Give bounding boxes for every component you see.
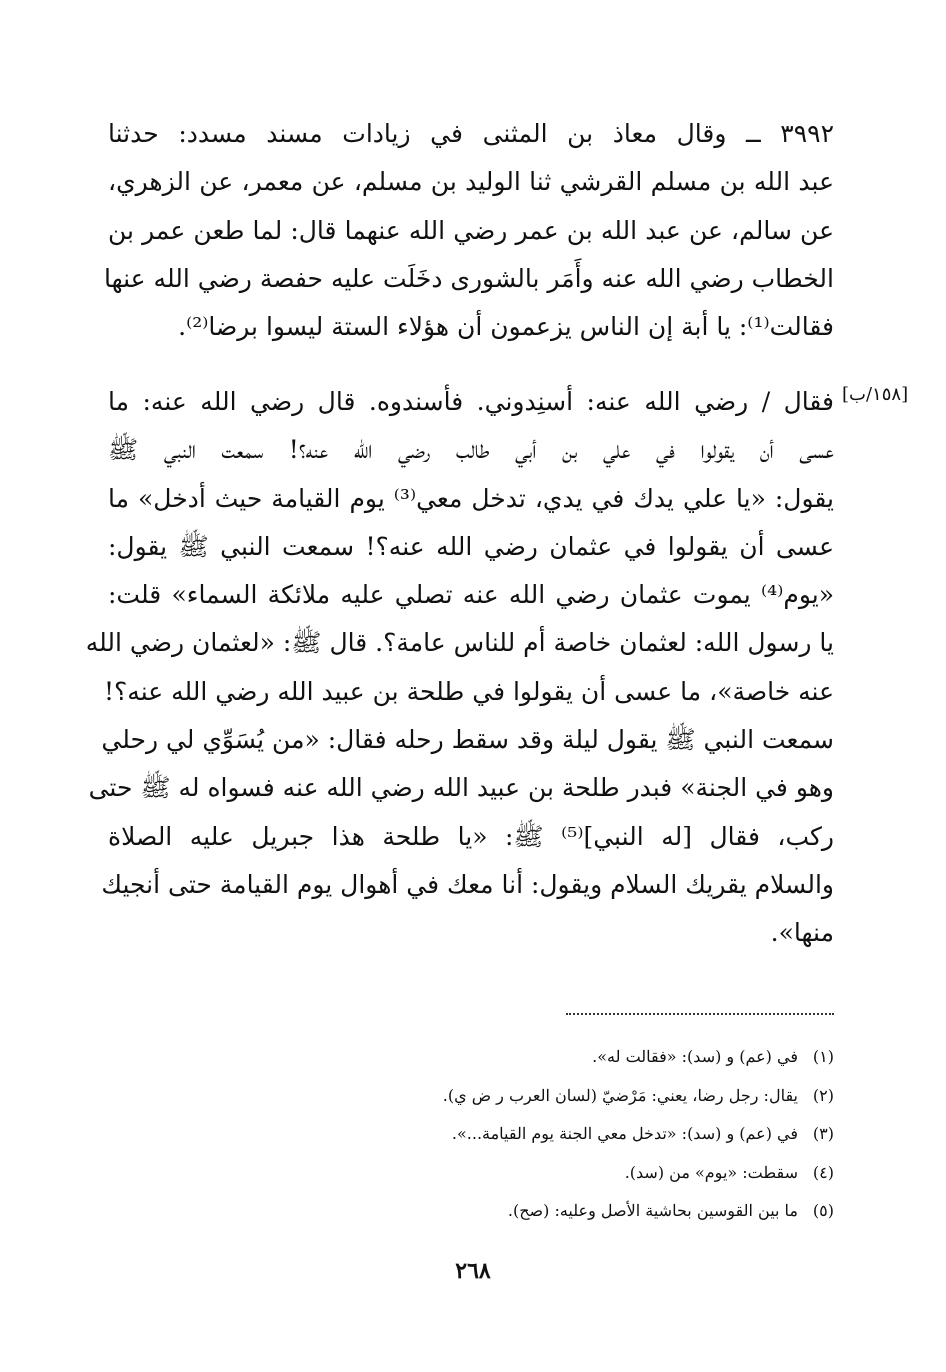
text-line: يا رسول الله: لعثمان خاصة أم للناس عامة؟. قال ﷺ: «لعثمان رضي الله (85, 628, 834, 658)
page-number: ٢٦٨ (455, 1258, 491, 1284)
text-line: يقول: «يا علي يدك في يدي، تدخل معي⁽³⁾ يوم القيامة حيث أدخل» ما (108, 483, 834, 513)
text-line: «يوم⁽⁴⁾ يموت عثمان رضي الله عنه تصلي عليه ملائكة السماء» قلت: (108, 580, 834, 610)
footnote-number: (٤) (812, 1162, 834, 1182)
footnote-text: يقال: رجل رضا، يعني: مَرْضيّ (لسان العرب ر ض ي). (442, 1085, 798, 1105)
footnote-number: (٢) (812, 1085, 834, 1105)
text-line: عن سالم، عن عبد الله بن عمر رضي الله عنهما قال: لما طعن عمر بن (108, 215, 835, 245)
text-line: فقالت⁽¹⁾: يا أبة إن الناس يزعمون أن هؤلاء الستة ليسوا برضا⁽²⁾. (178, 312, 834, 342)
text-line: الخطاب رضي الله عنه وأَمَر بالشورى دخَلَت عليه حفصة رضي الله عنها (104, 263, 834, 293)
footnote-separator (566, 1013, 834, 1015)
text-line: عنه خاصة»، ما عسى أن يقولوا في طلحة بن عبيد الله رضي الله عنه؟! (103, 676, 834, 706)
manuscript-folio-marker: [١٥٨/ب] (842, 384, 909, 405)
footnotes (300, 1038, 834, 1231)
hadith-paragraph-2 (85, 378, 835, 958)
text-line: منها». (770, 918, 834, 948)
footnote (300, 1077, 834, 1116)
text-line: سمعت النبي ﷺ يقول ليلة وقد سقط رحله فقال: «من يُسَوِّي لي رحلي (101, 725, 834, 755)
text-line: ركب، فقال [له النبي]⁽⁵⁾ ﷺ: «يا طلحة هذا جبريل عليه الصلاة (108, 821, 835, 851)
footnote (300, 1154, 834, 1193)
footnote-text: سقطت: «يوم» من (سد). (624, 1162, 798, 1182)
text-line: ٣٩٩٢ ــ وقال معاذ بن المثنى في زيادات مسند مسدد: حدثنا (108, 119, 834, 148)
footnote-text: في (عم) و (سد): «فقالت له». (592, 1047, 798, 1066)
text-line: وهو في الجنة» فبدر طلحة بن عبيد الله رضي الله عنه فسواه له ﷺ حتى (88, 773, 834, 803)
text-line: عسى أن يقولوا في عثمان رضي الله عنه؟! سمعت النبي ﷺ يقول: (108, 531, 834, 561)
footnote-number: (٥) (812, 1201, 834, 1220)
hadith-paragraph-1 (104, 110, 835, 351)
text-line: عبد الله بن مسلم القرشي ثنا الوليد بن مسلم، عن معمر، عن الزهري، (108, 167, 834, 197)
text-line: فقال / رضي الله عنه: أسنِدوني. فأسندوه. قال رضي الله عنه: ما (108, 387, 834, 416)
footnote-number: (٣) (812, 1124, 834, 1143)
text-line: والسلام يقريك السلام ويقول: أنا معك في أهوال يوم القيامة حتى أنجيك (101, 869, 834, 899)
footnote (300, 1192, 834, 1231)
text-line: عسى أن يقولوا في علي بن أبي طالب رضي الله عنه؟! سمعت النبي ﷺ (108, 435, 834, 465)
footnote-text: ما بين القوسين بحاشية الأصل وعليه: (صح). (507, 1201, 798, 1220)
footnote (300, 1115, 834, 1154)
footnote-number: (١) (812, 1047, 834, 1066)
footnote (300, 1038, 834, 1077)
footnote-text: في (عم) و (سد): «تدخل معي الجنة يوم القيامة...». (451, 1124, 798, 1143)
